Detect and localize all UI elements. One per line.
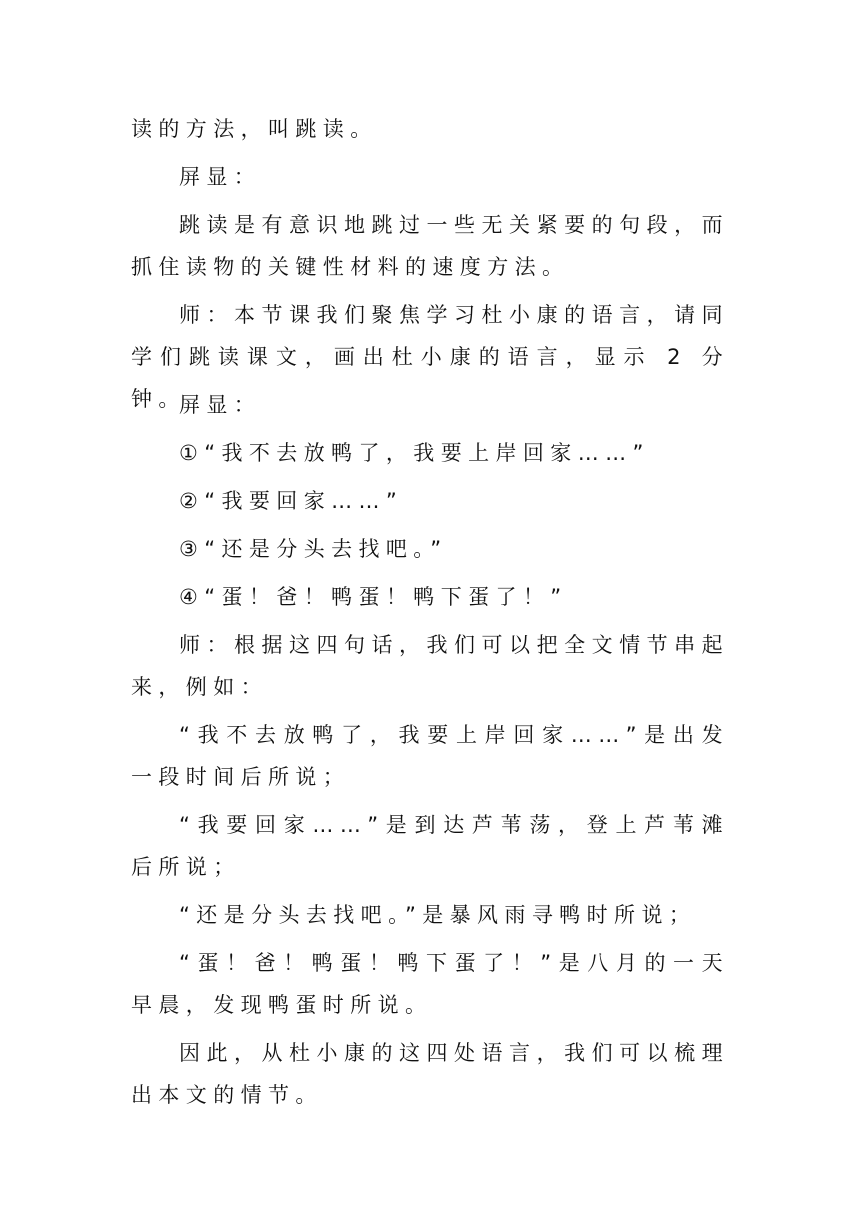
quote-item: ②“我要回家……” [179, 489, 404, 513]
paragraph-screen-label: 屏显： [179, 393, 262, 417]
paragraph-plot-point: “我不去放鸭了，我要上岸回家……”是出发一段时间后所说； [131, 723, 729, 789]
paragraph-teacher-instruction: 师：本节课我们聚焦学习杜小康的语言，请同学们跳读课文，画出杜小康的语言，显示 2 分钟。 [131, 303, 729, 411]
paragraph-plot-point: “我要回家……”是到达芦苇荡，登上芦苇滩后所说； [131, 813, 729, 879]
paragraph-continuation: 读的方法，叫跳读。 [131, 117, 378, 141]
paragraph-screen-label: 屏显： [179, 165, 262, 189]
paragraph-teacher-summary: 师：根据这四句话，我们可以把全文情节串起来，例如： [131, 633, 729, 699]
quote-item: ③“还是分头去找吧。” [179, 537, 448, 561]
paragraph-plot-point: “还是分头去找吧。”是暴风雨寻鸭时所说； [179, 903, 697, 927]
paragraph-plot-point: “蛋！爸！鸭蛋！鸭下蛋了！”是八月的一天早晨，发现鸭蛋时所说。 [131, 951, 729, 1017]
quote-item: ①“我不去放鸭了，我要上岸回家……” [179, 441, 650, 465]
paragraph-conclusion: 因此，从杜小康的这四处语言，我们可以梳理出本文的情节。 [131, 1041, 729, 1107]
paragraph-skip-reading-definition: 跳读是有意识地跳过一些无关紧要的句段，而抓住读物的关键性材料的速度方法。 [131, 213, 729, 279]
quote-item: ④“蛋！爸！鸭蛋！鸭下蛋了！” [179, 585, 568, 609]
document-body [131, 108, 729, 1116]
